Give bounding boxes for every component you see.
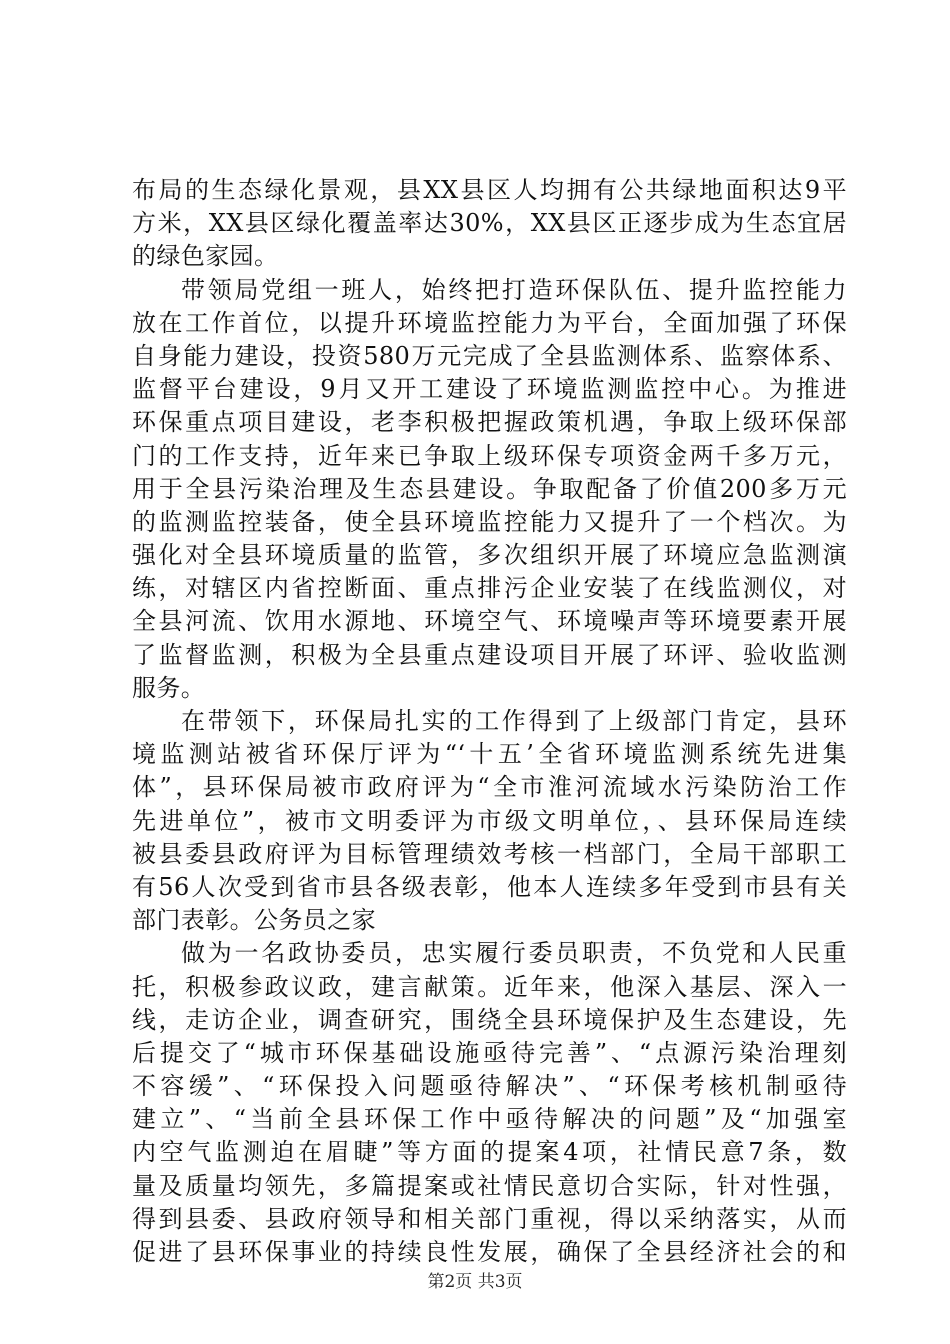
text-line: 建立”、“当前全县环保工作中亟待解决的问题”及“加强室 [132, 1105, 847, 1134]
text-line: 不容缓”、“环保投入问题亟待解决”、“环保考核机制亟待 [132, 1072, 847, 1101]
text-line: 强化对全县环境质量的监管，多次组织开展了环境应急监测演 [132, 541, 847, 570]
text-line: 先进单位”，被市文明委评为市级文明单位，、县环保局连续 [132, 806, 847, 835]
text-line: 部门表彰。公务员之家 [132, 906, 376, 935]
text-line: 托，积极参政议政，建言献策。近年来，他深入基层、深入一 [132, 972, 847, 1001]
text-line: 体”，县环保局被市政府评为“全市淮河流域水污染防治工作 [132, 773, 847, 802]
text-line: 做为一名政协委员，忠实履行委员职责，不负党和人民重 [181, 939, 847, 968]
text-line: 量及质量均领先，多篇提案或社情民意切合实际，针对性强， [132, 1171, 847, 1200]
text-line: 环保重点项目建设，老李积极把握政策机遇，争取上级环保部 [132, 408, 847, 437]
text-line: 了监督监测，积极为全县重点建设项目开展了环评、验收监测 [132, 640, 847, 669]
text-line: 促进了县环保事业的持续良性发展，确保了全县经济社会的和 [132, 1238, 847, 1266]
text-line: 在带领下，环保局扎实的工作得到了上级部门肯定，县环 [181, 707, 847, 735]
text-line: 门的工作支持，近年来已争取上级环保专项资金两千多万元， [132, 441, 847, 470]
text-line: 方米，XX县区绿化覆盖率达30%，XX县区正逐步成为生态宜居 [132, 209, 847, 238]
text-line: 的监测监控装备，使全县环境监控能力又提升了一个档次。为 [132, 507, 847, 536]
text-line: 服务。 [132, 673, 206, 702]
text-line: 境监测站被省环保厅评为“‘十五’全省环境监测系统先进集 [132, 740, 847, 769]
text-line: 内空气监测迫在眉睫”等方面的提案4项，社情民意7条，数 [132, 1138, 847, 1167]
text-line: 后提交了“城市环保基础设施亟待完善”、“点源污染治理刻 [132, 1038, 847, 1067]
text-line: 监督平台建设，9月又开工建设了环境监测监控中心。为推进 [132, 375, 847, 404]
text-line: 自身能力建设，投资580万元完成了全县监测体系、监察体系、 [132, 341, 847, 370]
text-line: 被县委县政府评为目标管理绩效考核一档部门，全局干部职工 [132, 839, 847, 868]
text-line: 练，对辖区内省控断面、重点排污企业安装了在线监测仪，对 [132, 574, 847, 603]
text-line: 得到县委、县政府领导和相关部门重视，得以采纳落实，从而 [132, 1204, 847, 1233]
page-footer: 第2页 共3页 [427, 1272, 523, 1292]
text-line: 线，走访企业，调查研究，围绕全县环境保护及生态建设，先 [132, 1005, 847, 1034]
body-text [132, 174, 847, 1269]
text-line: 的绿色家园。 [132, 242, 279, 271]
text-line: 布局的生态绿化景观，县XX县区人均拥有公共绿地面积达9平 [132, 176, 847, 204]
text-line: 全县河流、饮用水源地、环境空气、环境噪声等环境要素开展 [132, 607, 847, 636]
text-line: 带领局党组一班人，始终把打造环保队伍、提升监控能力 [181, 275, 847, 304]
text-line: 有56人次受到省市县各级表彰，他本人连续多年受到市县有关 [132, 872, 847, 901]
text-line: 放在工作首位，以提升环境监控能力为平台，全面加强了环保 [132, 308, 847, 337]
text-line: 用于全县污染治理及生态县建设。争取配备了价值200多万元 [132, 474, 847, 503]
